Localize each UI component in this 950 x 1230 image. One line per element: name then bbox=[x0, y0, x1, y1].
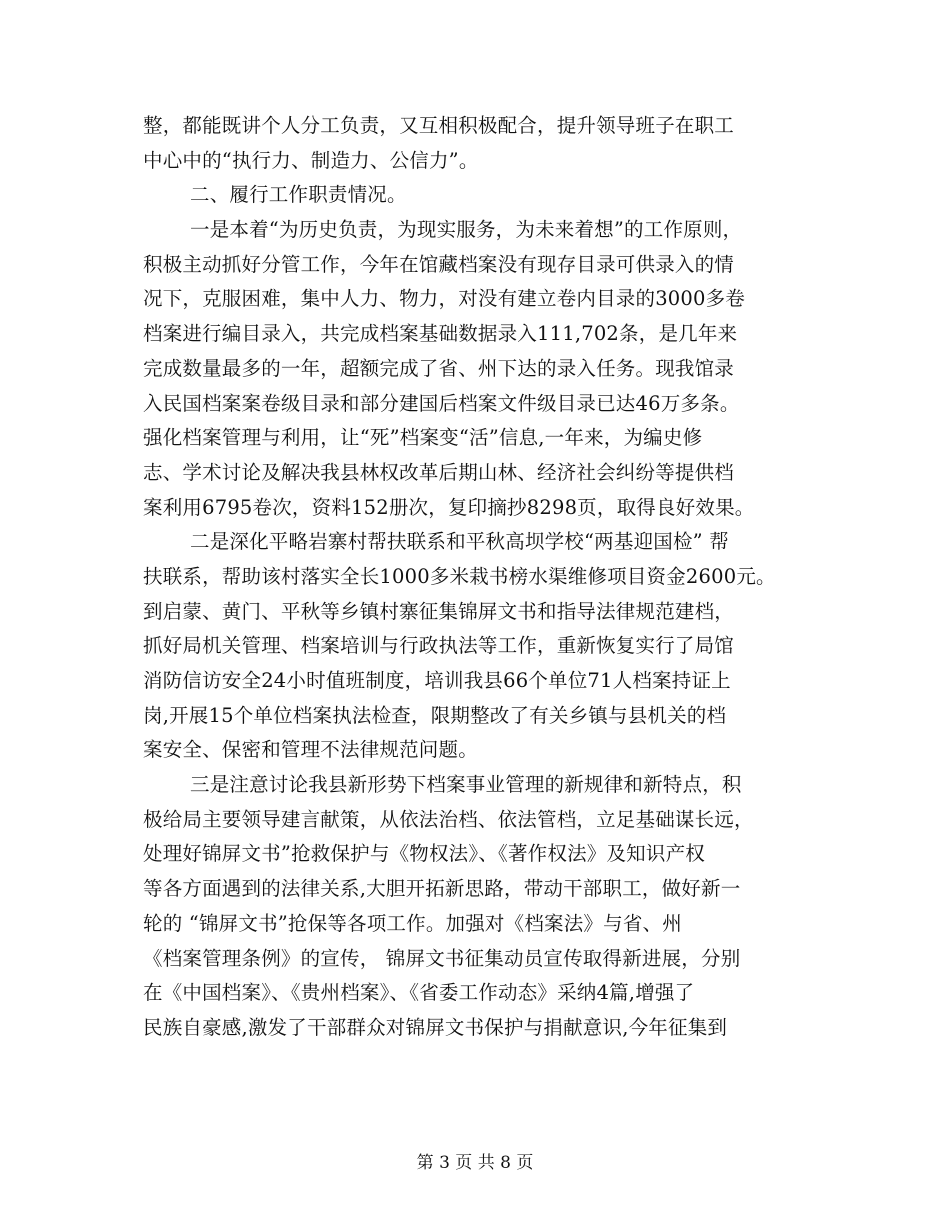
text-line: 二是深化平略岩寨村帮扶联系和平秋高坝学校“两基迎国检” 帮 bbox=[190, 530, 729, 554]
text-line: 整，都能既讲个人分工负责，又互相积极配合，提升领导班子在职工 bbox=[143, 114, 735, 137]
text-line: 轮的 “锦屏文书”抢保等各项工作。加强对《档案法》与省、州 bbox=[143, 911, 682, 935]
text-line: 入民国档案案卷级目录和部分建国后档案文件级目录已达46万多条。 bbox=[143, 391, 740, 415]
text-line: 到启蒙、黄门、平秋等乡镇村寨征集锦屏文书和指导法律规范建档， bbox=[143, 599, 735, 623]
text-line: 在《中国档案》、《贵州档案》、《省委工作动态》采纳4篇,增强了 bbox=[143, 981, 695, 1005]
text-line: 民族自豪感,激发了干部群众对锦屏文书保护与捐献意识,今年征集到 bbox=[143, 1015, 728, 1039]
text-line: 志、学术讨论及解决我县林权改革后期山林、经济社会纠纷等提供档 bbox=[143, 460, 735, 484]
text-line: 案安全、保密和管理不法律规范问题。 bbox=[143, 738, 478, 762]
text-line: 二、履行工作职责情况。 bbox=[190, 183, 407, 207]
text-line: 消防信访安全24小时值班制度，培训我县66个单位71人档案持证上 bbox=[143, 669, 731, 692]
text-line: 完成数量最多的一年，超额完成了省、州下达的录入任务。现我馆录 bbox=[143, 356, 735, 380]
text-line: 抓好局机关管理、档案培训与行政执法等工作，重新恢复实行了局馆 bbox=[143, 634, 735, 658]
text-line: 处理好锦屏文书”抢救保护与《物权法》、《著作权法》及知识产权 bbox=[143, 842, 705, 866]
text-line: 岗,开展15个单位档案执法检查，限期整改了有关乡镇与县机关的档 bbox=[143, 703, 727, 727]
text-line: 况下，克服困难，集中人力、物力，对没有建立卷内目录的3000多卷 bbox=[143, 287, 746, 311]
text-line: 强化档案管理与利用，让“死”档案变“活”信息,一年来，为编史修 bbox=[143, 426, 703, 450]
text-line: 扶联系，帮助该村落实全长1000多米栽书榜水渠维修项目资金2600元。 bbox=[143, 564, 776, 588]
text-line: 案利用6795卷次，资料152册次，复印摘抄8298页，取得良好效果。 bbox=[143, 495, 755, 519]
text-line: 三是注意讨论我县新形势下档案事业管理的新规律和新特点，积 bbox=[190, 773, 742, 797]
body-text bbox=[143, 111, 823, 1048]
page-footer: 第 3 页 共 8 页 bbox=[416, 1153, 534, 1173]
text-line: 积极主动抓好分管工作，今年在馆藏档案没有现存目录可供录入的情 bbox=[143, 252, 735, 276]
text-line: 极给局主要领导建言献策，从依法治档、依法管档，立足基础谋长远， bbox=[143, 807, 754, 831]
text-line: 等各方面遇到的法律关系,大胆开拓新思路，带动干部职工，做好新一 bbox=[143, 877, 741, 901]
text-line: 档案进行编目录入，共完成档案基础数据录入111,702条，是几年来 bbox=[143, 322, 738, 346]
text-line: 中心中的“执行力、制造力、公信力”。 bbox=[143, 148, 479, 172]
text-line: 《档案管理条例》的宣传， 锦屏文书征集动员宣传取得新进展，分别 bbox=[143, 946, 741, 970]
text-line: 一是本着“为历史负责，为现实服务，为未来着想”的工作原则， bbox=[190, 218, 743, 242]
